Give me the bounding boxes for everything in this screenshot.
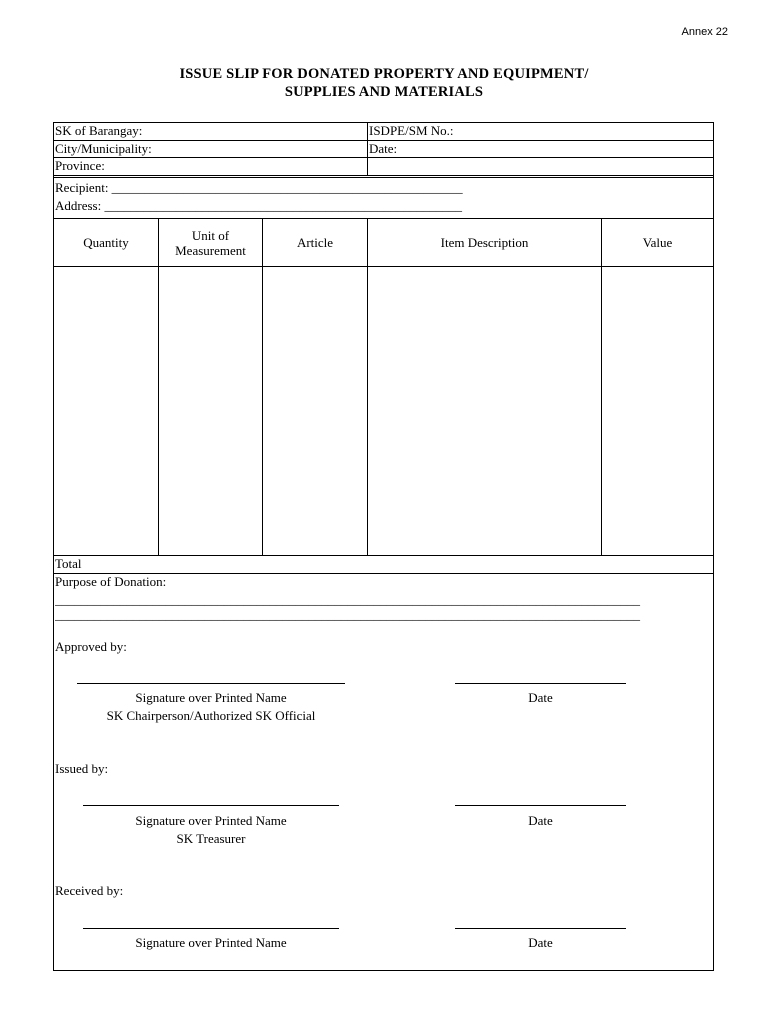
date-label: Date: xyxy=(369,141,398,156)
annex-label: Annex 22 xyxy=(681,26,728,38)
issued-by-label: Issued by: xyxy=(55,761,109,776)
issued-date-caption: Date xyxy=(528,813,553,828)
issued-role: SK Treasurer xyxy=(176,831,246,846)
province-label: Province: xyxy=(55,158,105,173)
received-signature-caption: Signature over Printed Name xyxy=(135,935,287,950)
sk-barangay-label: SK of Barangay: xyxy=(55,123,143,138)
purpose-label: Purpose of Donation: xyxy=(55,574,167,589)
isdpe-number-label: ISDPE/SM No.: xyxy=(369,123,454,138)
city-label: City/Municipality: xyxy=(55,141,152,156)
column-header-quantity: Quantity xyxy=(83,235,129,250)
received-date-caption: Date xyxy=(528,935,553,950)
column-header-description: Item Description xyxy=(440,235,529,250)
approved-role: SK Chairperson/Authorized SK Official xyxy=(106,708,316,723)
purpose-line-1[interactable]: __________________________________________________________________________________________ xyxy=(55,593,640,607)
received-signature-line[interactable] xyxy=(83,928,339,929)
received-by-label: Received by: xyxy=(55,883,124,898)
received-date-line[interactable] xyxy=(455,928,626,929)
form-title-line2: SUPPLIES AND MATERIALS xyxy=(284,84,484,100)
total-label: Total xyxy=(55,556,82,571)
column-header-article: Article xyxy=(296,235,334,250)
approved-signature-line[interactable] xyxy=(77,683,345,684)
approved-by-label: Approved by: xyxy=(55,639,127,654)
recipient-field[interactable]: Recipient: ______________________________________________________ xyxy=(55,181,463,195)
issued-date-line[interactable] xyxy=(455,805,626,806)
form-title-line1: ISSUE SLIP FOR DONATED PROPERTY AND EQUIPMENT/ xyxy=(179,66,589,82)
approved-date-caption: Date xyxy=(528,690,553,705)
approved-date-line[interactable] xyxy=(455,683,626,684)
column-header-value: Value xyxy=(642,235,673,250)
purpose-line-2[interactable]: __________________________________________________________________________________________ xyxy=(55,608,640,622)
address-field[interactable]: Address: _______________________________________________________ xyxy=(55,199,462,213)
issued-signature-caption: Signature over Printed Name xyxy=(135,813,287,828)
issued-signature-line[interactable] xyxy=(83,805,339,806)
approved-signature-caption: Signature over Printed Name xyxy=(135,690,287,705)
column-header-unit: Unit of Measurement xyxy=(175,228,246,258)
